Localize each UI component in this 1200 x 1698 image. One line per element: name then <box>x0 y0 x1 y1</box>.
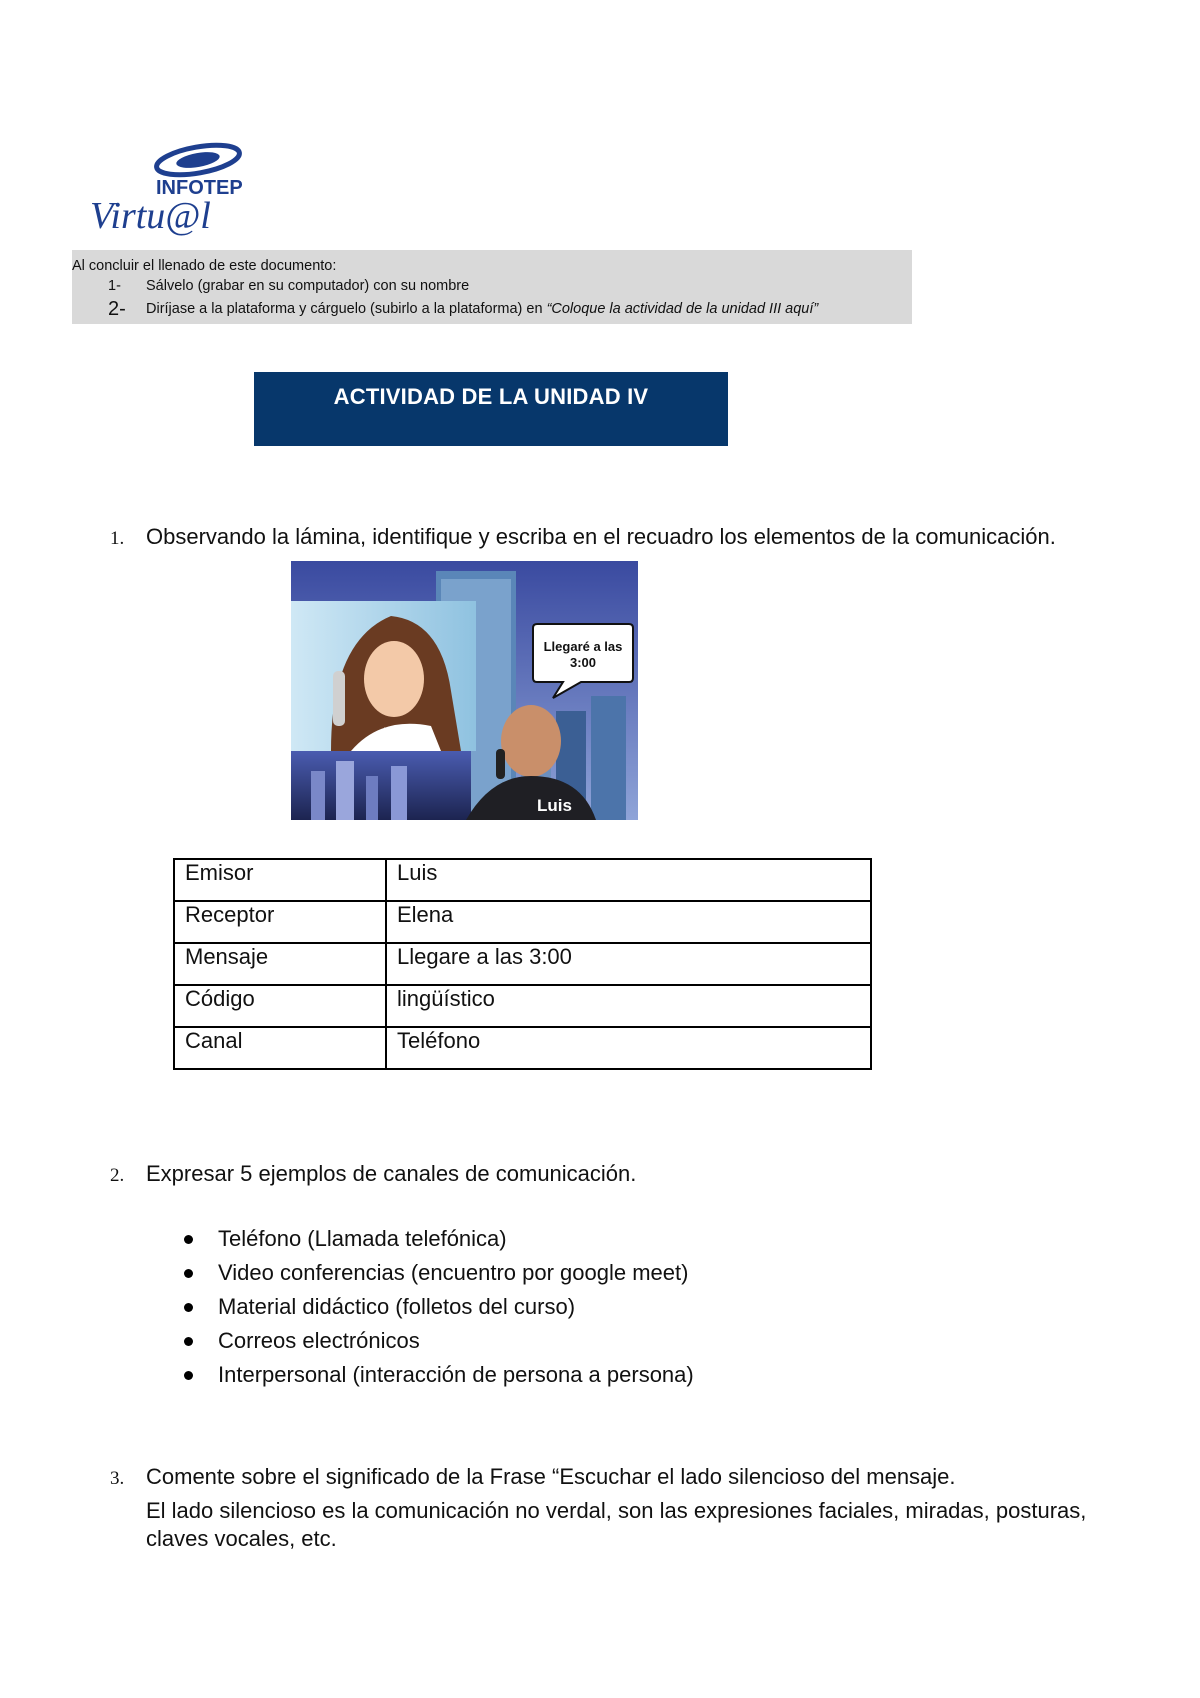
table-cell-element: Emisor <box>174 859 386 901</box>
table-row <box>174 901 871 943</box>
answer-text[interactable]: El lado silencioso es la comunicación no verdal, son las expresiones faciales, miradas, posturas, claves vocales, etc. <box>146 1498 1087 1551</box>
question-text: Observando la lámina, identifique y escriba en el recuadro los elementos de la comunicación. <box>146 524 1056 549</box>
table-row <box>174 1027 871 1069</box>
table-cell-value[interactable]: Elena <box>386 901 871 943</box>
instruction-upload-location: “Coloque la actividad de la unidad III aquí” <box>546 301 819 317</box>
question-number: 1. <box>110 528 125 549</box>
table-cell-element: Código <box>174 985 386 1027</box>
instruction-step-text: Diríjase a la plataforma y cárguelo (subirlo a la plataforma) en “Coloque la actividad de la unidad III aquí” <box>146 301 819 317</box>
question-text: Comente sobre el significado de la Frase “Escuchar el lado silencioso del mensaje. <box>146 1464 956 1489</box>
list-item: Interpersonal (interacción de persona a persona) <box>180 1362 694 1396</box>
instructions-box <box>72 250 912 324</box>
channels-list <box>180 1226 694 1396</box>
table-cell-value[interactable]: Luis <box>386 859 871 901</box>
activity-title: ACTIVIDAD DE LA UNIDAD IV <box>333 384 649 409</box>
table-row <box>174 985 871 1027</box>
table-cell-value[interactable]: Teléfono <box>386 1027 871 1069</box>
label-elena: Elena <box>383 724 429 743</box>
logo-script-text: Virtu@l <box>90 195 211 237</box>
table-cell-value[interactable]: lingüístico <box>386 985 871 1027</box>
list-item: Video conferencias (encuentro por google meet) <box>180 1260 694 1294</box>
instruction-step-number: 2- <box>108 298 126 320</box>
bullet-icon <box>184 1235 193 1244</box>
infotep-virtual-logo <box>88 138 258 238</box>
list-item: Material didáctico (folletos del curso) <box>180 1294 694 1328</box>
table-cell-element: Canal <box>174 1027 386 1069</box>
bullet-icon <box>184 1337 193 1346</box>
bullet-icon <box>184 1269 193 1278</box>
list-item: Correos electrónicos <box>180 1328 694 1362</box>
table-cell-value[interactable]: Llegare a las 3:00 <box>386 943 871 985</box>
speech-bubble-line2: 3:00 <box>569 655 597 670</box>
instruction-step-text: Sálvelo (grabar en su computador) con su nombre <box>146 278 470 294</box>
table-row <box>174 943 871 985</box>
table-cell-element: Mensaje <box>174 943 386 985</box>
list-item: Teléfono (Llamada telefónica) <box>180 1226 694 1260</box>
communication-elements-table <box>173 858 872 1070</box>
activity-title-banner <box>254 372 728 446</box>
table-cell-element: Receptor <box>174 901 386 943</box>
speech-bubble-line1: Llegaré a las <box>543 639 623 654</box>
label-luis: Luis <box>537 796 572 815</box>
instructions-intro: Al concluir el llenado de este documento: <box>72 258 337 274</box>
instruction-step-number: 1- <box>108 278 121 294</box>
question-number: 2. <box>110 1165 125 1186</box>
communication-illustration <box>291 561 638 820</box>
bullet-icon <box>184 1371 193 1380</box>
table-row <box>174 859 871 901</box>
bullet-icon <box>184 1303 193 1312</box>
question-number: 3. <box>110 1468 125 1489</box>
logo-brand-text: INFOTEP <box>156 177 243 199</box>
question-text: Expresar 5 ejemplos de canales de comunicación. <box>146 1161 637 1186</box>
